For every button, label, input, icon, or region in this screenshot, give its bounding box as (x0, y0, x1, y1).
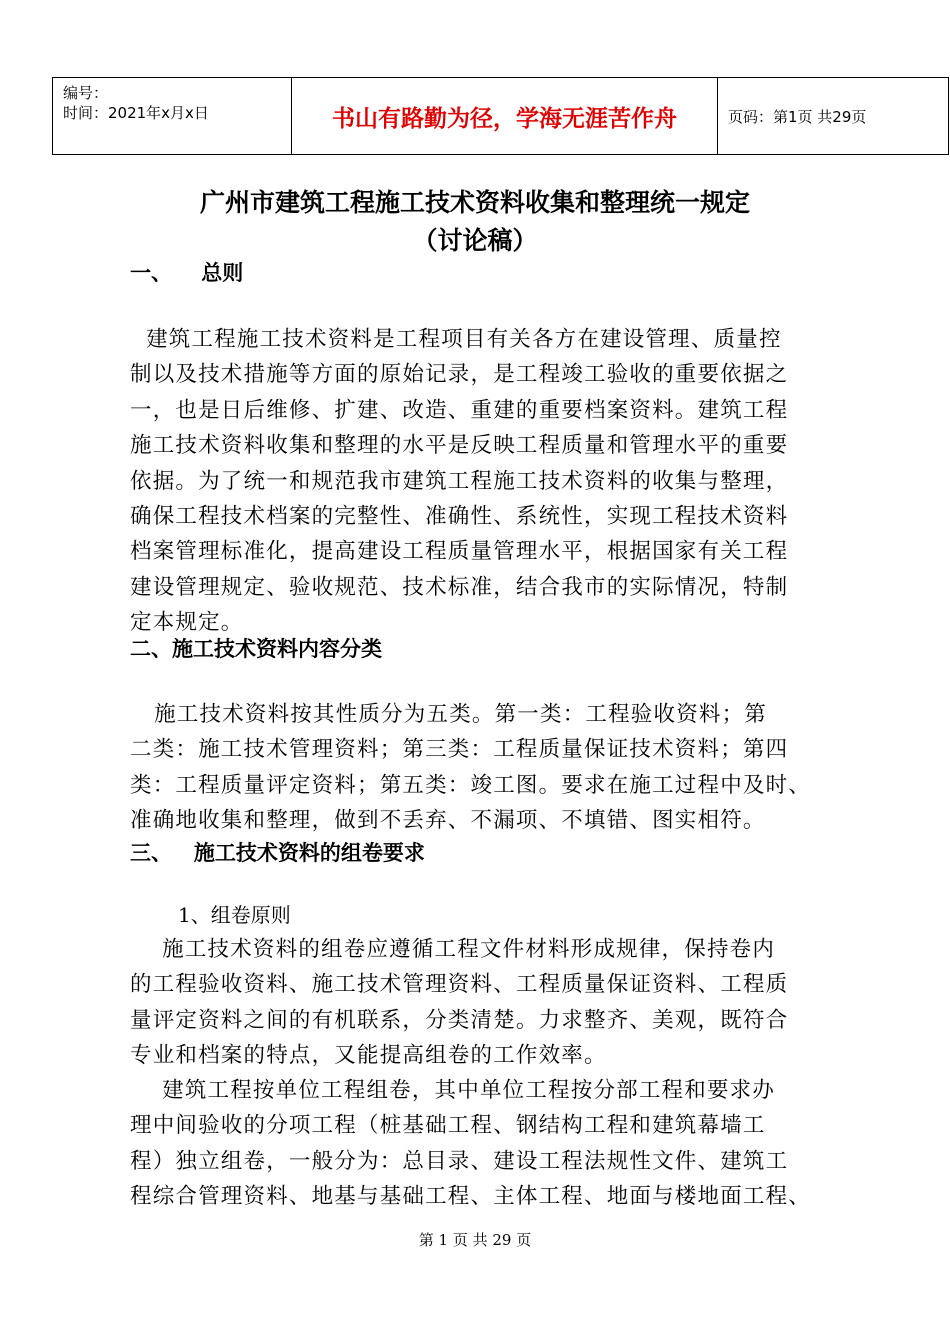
section-2-heading: 二、施工技术资料内容分类 (130, 637, 382, 661)
paragraph-line: 确保工程技术档案的完整性、准确性、系统性，实现工程技术资料 (130, 504, 789, 530)
paragraph-line: 理中间验收的分项工程（桩基础工程、钢结构工程和建筑幕墙工 (130, 1113, 766, 1139)
page-footer: 第 1 页 共 29 页 (418, 1231, 532, 1249)
paragraph-line: 程）独立组卷，一般分为：总目录、建设工程法规性文件、建筑工 (130, 1148, 789, 1174)
paragraph-line: 的工程验收资料、施工技术管理资料、工程质量保证资料、工程质 (130, 972, 789, 998)
motto-text: 书山有路勤为径，学海无涯苦作舟 (332, 105, 677, 132)
time-label: 时间：2021年x月x日 (63, 104, 209, 122)
paragraph-line: 二类：施工技术管理资料；第三类：工程质量保证技术资料；第四 (130, 737, 789, 763)
paragraph-line: 专业和档案的特点，又能提高组卷的工作效率。 (130, 1043, 607, 1069)
section-2-paragraph (130, 697, 875, 839)
document-header (52, 77, 949, 155)
number-label: 编号： (63, 84, 109, 102)
paragraph-line: 档案管理标准化，提高建设工程质量管理水平，根据国家有关工程 (130, 539, 789, 565)
paragraph-line: 一，也是日后维修、扩建、改造、重建的重要档案资料。建筑工程 (130, 397, 789, 423)
section-3-heading: 三、 施工技术资料的组卷要求 (130, 841, 425, 865)
paragraph-line: 施工技术资料的组卷应遵循工程文件材料形成规律，保持卷内 (130, 937, 776, 962)
paragraph-line: 定本规定。 (130, 610, 244, 636)
paragraph-line: 建筑工程按单位工程组卷，其中单位工程按分部工程和要求办 (130, 1078, 776, 1103)
motto-cell (292, 78, 718, 155)
paragraph-line: 施工技术资料按其性质分为五类。第一类：工程验收资料；第 (130, 702, 768, 727)
paragraph-line: 量评定资料之间的有机联系，分类清楚。力求整齐、美观，既符合 (130, 1007, 789, 1033)
paragraph-line: 依据。为了统一和规范我市建筑工程施工技术资料的收集与整理， (130, 468, 789, 494)
section-1-paragraph (130, 322, 875, 641)
page-info-text: 页码：第1页 共29页 (728, 107, 867, 126)
section-3-subheading: 1、组卷原则 (178, 903, 291, 927)
paragraph-line: 准确地收集和整理，做到不丢弃、不漏项、不填错、图实相符。 (130, 808, 766, 834)
page-info-cell (718, 78, 949, 155)
section-3-paragraph-2 (130, 1073, 875, 1215)
paragraph-line: 类：工程质量评定资料；第五类：竣工图。要求在施工过程中及时、 (130, 772, 812, 798)
paragraph-line: 建筑工程施工技术资料是工程项目有关各方在建设管理、质量控 (130, 327, 782, 352)
paragraph-line: 建设管理规定、验收规范、技术标准，结合我市的实际情况，特制 (130, 574, 789, 600)
section-1-heading: 一、 总则 (130, 261, 244, 285)
document-title: 广州市建筑工程施工技术资料收集和整理统一规定 (199, 188, 750, 217)
paragraph-line: 制以及技术措施等方面的原始记录，是工程竣工验收的重要依据之 (130, 362, 789, 388)
paragraph-line: 程综合管理资料、地基与基础工程、主体工程、地面与楼地面工程、 (130, 1184, 812, 1210)
section-3-paragraph-1 (130, 932, 875, 1074)
header-meta-cell (53, 78, 292, 155)
paragraph-line: 施工技术资料收集和整理的水平是反映工程质量和管理水平的重要 (130, 433, 789, 459)
document-subtitle: （讨论稿） (412, 226, 538, 255)
